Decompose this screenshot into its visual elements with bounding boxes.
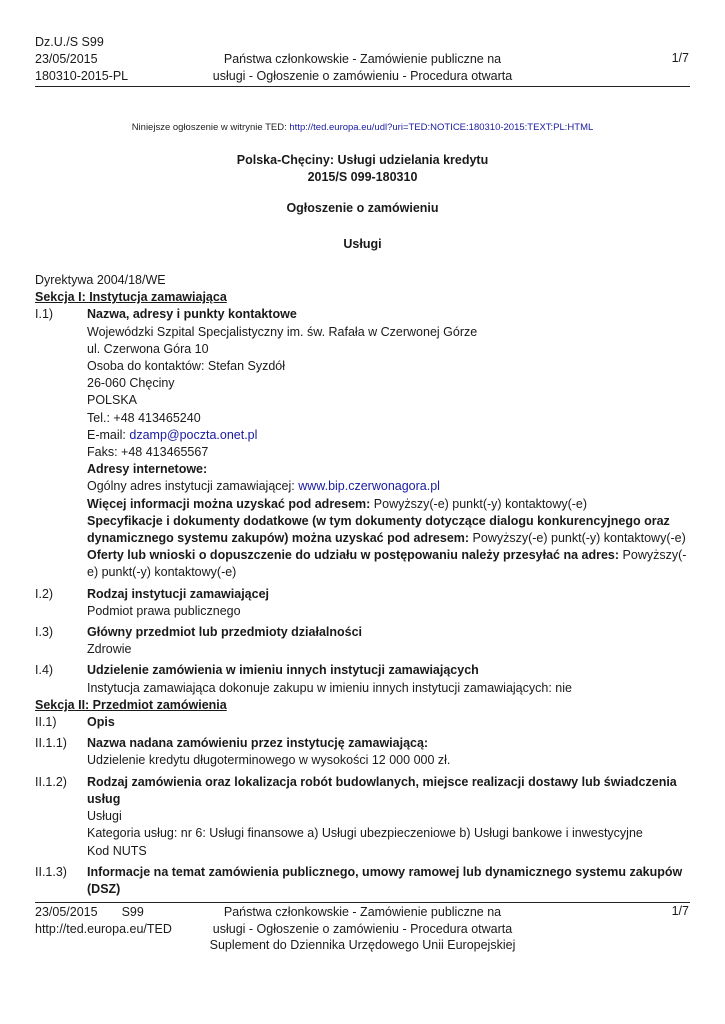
section-value: Instytucja zamawiająca dokonuje zakupu w imieniu innych instytucji zamawiających: nie xyxy=(87,680,572,695)
offers-row xyxy=(87,547,690,581)
footer-meta xyxy=(35,904,172,938)
contract-type: Usługi xyxy=(87,809,122,824)
section-heading: Udzielenie zamówienia w imieniu innych instytucji zamawiających xyxy=(87,663,479,678)
footer-url: http://ted.europa.eu/TED xyxy=(35,922,172,936)
footer-title-line2: usługi - Ogłoszenie o zamówieniu - Procedura otwarta xyxy=(212,922,513,936)
notice-category: Usługi xyxy=(343,237,382,251)
section-i4 xyxy=(35,662,690,696)
header-page-number: 1/7 xyxy=(671,51,689,65)
document-title xyxy=(0,152,725,186)
section-number: I.1) xyxy=(35,307,54,322)
section-heading: Nazwa nadana zamówieniu przez instytucję zamawiającą: xyxy=(87,736,429,751)
document-body xyxy=(35,272,690,898)
section-number: II.1) xyxy=(35,715,57,730)
org-name: Wojewódzki Szpital Specjalistyczny im. św. Rafała w Czerwonej Górze xyxy=(87,324,478,339)
section-heading: Opis xyxy=(87,715,115,730)
service-category: Kategoria usług: nr 6: Usługi finansowe a) Usługi ubezpieczeniowe b) Usługi bankowe i inwestycyjne xyxy=(87,826,643,841)
section-ii11 xyxy=(35,735,690,769)
nuts-code: Kod NUTS xyxy=(87,843,147,858)
section-heading: Informacje na temat zamówienia publicznego, umowy ramowej lub dynamicznego systemu zakupów (DSZ) xyxy=(87,864,683,896)
org-fax: Faks: +48 413465567 xyxy=(87,445,209,460)
section-ii12 xyxy=(35,774,690,860)
more-info-row xyxy=(87,496,690,513)
section-i1 xyxy=(35,306,690,581)
section-value: Podmiot prawa publicznego xyxy=(87,603,241,618)
section-number: II.1.1) xyxy=(35,736,67,751)
email-label: E-mail: xyxy=(87,427,130,442)
section-number: I.4) xyxy=(35,663,54,678)
header-docid: 180310-2015-PL xyxy=(35,69,129,83)
section-number: I.3) xyxy=(35,625,54,640)
more-info-label: Więcej informacji można uzyskać pod adresem: xyxy=(87,496,371,511)
email-link[interactable]: dzamp@poczta.onet.pl xyxy=(129,427,258,442)
footer-title-line1: Państwa członkowskie - Zamówienie publiczne na xyxy=(223,905,502,919)
footer-date: 23/05/2015 xyxy=(35,905,98,919)
ted-notice xyxy=(0,122,725,133)
section-value: Udzielenie kredytu długoterminowego w wysokości 12 000 000 zł. xyxy=(87,753,451,768)
header-title-line2: usługi - Ogłoszenie o zamówieniu - Procedura otwarta xyxy=(212,69,513,83)
header-divider xyxy=(35,86,690,87)
web-heading: Adresy internetowe: xyxy=(87,462,208,477)
section-heading: Rodzaj zamówienia oraz lokalizacja robót budowlanych, miejsce realizacji dostawy lub świadczenia usług xyxy=(87,774,677,806)
more-info-value: Powyższy(-e) punkt(-y) kontaktowy(-e) xyxy=(370,496,588,511)
spec-value: Powyższy(-e) punkt(-y) kontaktowy(-e) xyxy=(469,531,686,546)
header-ref: Dz.U./S S99 xyxy=(35,35,104,49)
contact-person: Osoba do kontaktów: Stefan Syzdół xyxy=(87,359,286,374)
section-heading: Rodzaj instytucji zamawiającej xyxy=(87,586,270,601)
org-street: ul. Czerwona Góra 10 xyxy=(87,341,209,356)
section-number: II.1.2) xyxy=(35,774,67,789)
section-number: I.2) xyxy=(35,586,54,601)
spec-label: Specyfikacje i dokumenty dodatkowe (w tym dokumenty dotyczące dialogu konkurencyjnego oraz dynamicznego systemu zakupów) można uzyskać pod adresem: xyxy=(87,513,670,546)
web-link[interactable]: www.bip.czerwonagora.pl xyxy=(298,479,440,494)
footer-ref: S99 xyxy=(121,905,144,919)
section-i3 xyxy=(35,624,690,658)
web-row xyxy=(87,478,690,495)
footer-divider xyxy=(35,902,690,903)
footer-supplement: Suplement do Dziennika Urzędowego Unii Europejskiej xyxy=(209,938,516,952)
org-email-row xyxy=(87,427,690,444)
header-title xyxy=(200,51,525,85)
header-date: 23/05/2015 xyxy=(35,52,98,66)
directive: Dyrektywa 2004/18/WE xyxy=(35,273,166,287)
document-title-line2: 2015/S 099-180310 xyxy=(307,170,418,184)
section-i2 xyxy=(35,586,690,620)
header-title-line1: Państwa członkowskie - Zamówienie publiczne na xyxy=(223,52,502,66)
ted-notice-link[interactable]: http://ted.europa.eu/udl?uri=TED:NOTICE:180310-2015:TEXT:PL:HTML xyxy=(289,122,594,133)
footer-page-number: 1/7 xyxy=(671,904,689,918)
org-tel: Tel.: +48 413465240 xyxy=(87,410,201,425)
ted-notice-prefix: Niniejsze ogłoszenie w witrynie TED: xyxy=(131,122,290,133)
web-label: Ogólny adres instytucji zamawiającej: xyxy=(87,479,299,494)
spec-row xyxy=(87,513,690,547)
org-city: 26-060 Chęciny xyxy=(87,376,175,391)
document-title-line1: Polska-Chęciny: Usługi udzielania kredytu xyxy=(236,153,489,167)
notice-type: Ogłoszenie o zamówieniu xyxy=(286,201,439,215)
section-heading: Nazwa, adresy i punkty kontaktowe xyxy=(87,307,297,322)
footer-title xyxy=(200,904,525,938)
section-heading: Główny przedmiot lub przedmioty działalności xyxy=(87,625,363,640)
section-ii13 xyxy=(35,864,690,898)
offers-label: Oferty lub wnioski o dopuszczenie do udziału w postępowaniu należy przesyłać na adres: xyxy=(87,548,620,563)
section-value: Zdrowie xyxy=(87,642,132,657)
section-number: II.1.3) xyxy=(35,864,67,879)
header-meta xyxy=(35,34,128,85)
section-2-title: Sekcja II: Przedmiot zamówienia xyxy=(35,697,227,712)
org-country: POLSKA xyxy=(87,393,138,408)
offers-value: Powyższy(-e) punkt(-y) kontaktowy(-e) xyxy=(87,548,687,580)
section-1-title: Sekcja I: Instytucja zamawiająca xyxy=(35,290,227,305)
section-ii1 xyxy=(35,714,690,731)
